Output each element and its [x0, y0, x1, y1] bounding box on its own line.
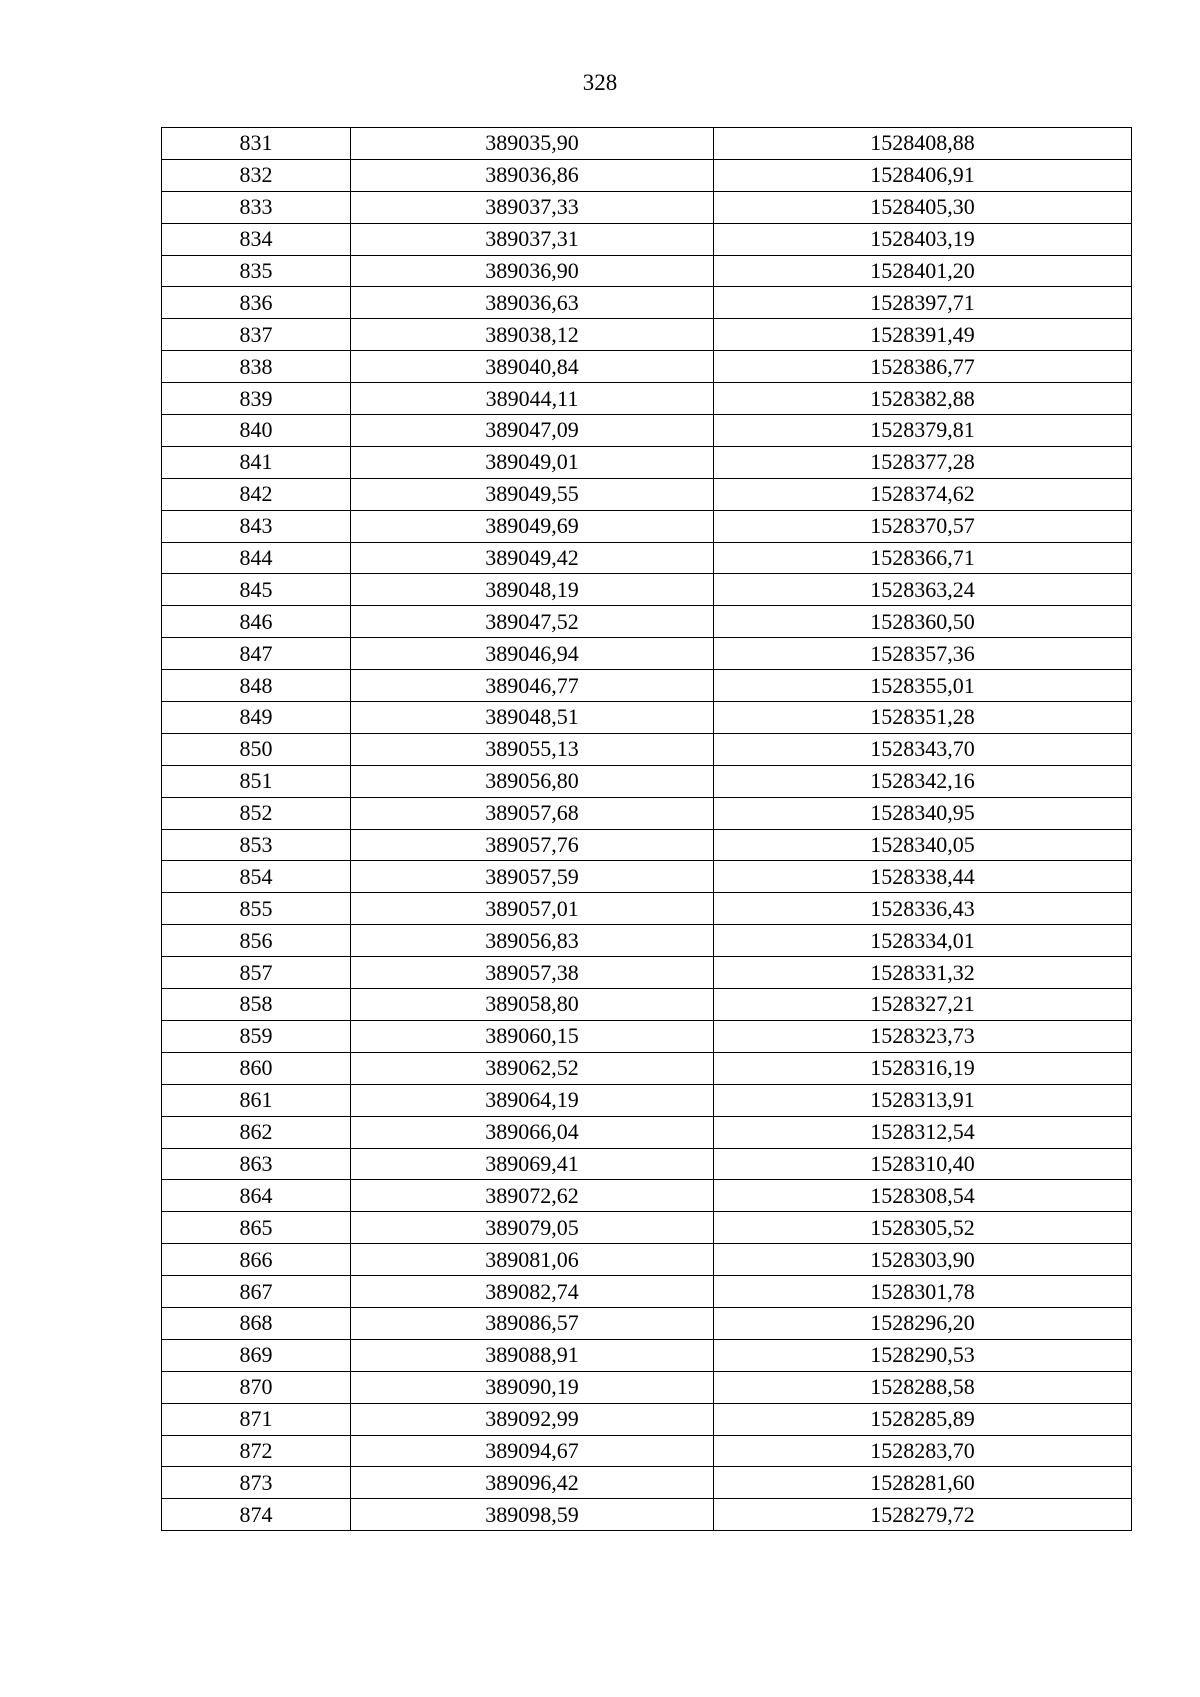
x-coordinate-cell: 389046,77: [351, 670, 714, 702]
x-coordinate-cell: 389047,52: [351, 606, 714, 638]
point-number-cell: 850: [162, 733, 351, 765]
table-row: [162, 829, 1132, 861]
point-number-cell: 835: [162, 255, 351, 287]
point-number-cell: 852: [162, 797, 351, 829]
point-number-cell: 866: [162, 1244, 351, 1276]
y-coordinate-cell: 1528374,62: [714, 478, 1132, 510]
point-number-cell: 870: [162, 1371, 351, 1403]
y-coordinate-cell: 1528279,72: [714, 1499, 1132, 1531]
table-row: [162, 383, 1132, 415]
table-row: [162, 1244, 1132, 1276]
point-number-cell: 836: [162, 287, 351, 319]
y-coordinate-cell: 1528312,54: [714, 1116, 1132, 1148]
x-coordinate-cell: 389058,80: [351, 989, 714, 1021]
table-row: [162, 861, 1132, 893]
y-coordinate-cell: 1528334,01: [714, 925, 1132, 957]
y-coordinate-cell: 1528370,57: [714, 510, 1132, 542]
y-coordinate-cell: 1528377,28: [714, 446, 1132, 478]
point-number-cell: 848: [162, 670, 351, 702]
y-coordinate-cell: 1528338,44: [714, 861, 1132, 893]
x-coordinate-cell: 389086,57: [351, 1307, 714, 1339]
table-row: [162, 159, 1132, 191]
y-coordinate-cell: 1528305,52: [714, 1212, 1132, 1244]
y-coordinate-cell: 1528285,89: [714, 1403, 1132, 1435]
point-number-cell: 871: [162, 1403, 351, 1435]
point-number-cell: 865: [162, 1212, 351, 1244]
x-coordinate-cell: 389082,74: [351, 1276, 714, 1308]
x-coordinate-cell: 389038,12: [351, 319, 714, 351]
table-row: [162, 446, 1132, 478]
table-row: [162, 1339, 1132, 1371]
x-coordinate-cell: 389048,19: [351, 574, 714, 606]
y-coordinate-cell: 1528313,91: [714, 1084, 1132, 1116]
y-coordinate-cell: 1528391,49: [714, 319, 1132, 351]
y-coordinate-cell: 1528340,05: [714, 829, 1132, 861]
x-coordinate-cell: 389049,42: [351, 542, 714, 574]
point-number-cell: 841: [162, 446, 351, 478]
table-row: [162, 542, 1132, 574]
point-number-cell: 874: [162, 1499, 351, 1531]
point-number-cell: 837: [162, 319, 351, 351]
table-row: [162, 1307, 1132, 1339]
x-coordinate-cell: 389092,99: [351, 1403, 714, 1435]
point-number-cell: 851: [162, 765, 351, 797]
table-row: [162, 191, 1132, 223]
point-number-cell: 861: [162, 1084, 351, 1116]
x-coordinate-cell: 389088,91: [351, 1339, 714, 1371]
point-number-cell: 838: [162, 351, 351, 383]
table-row: [162, 733, 1132, 765]
point-number-cell: 859: [162, 1020, 351, 1052]
x-coordinate-cell: 389096,42: [351, 1467, 714, 1499]
table-row: [162, 925, 1132, 957]
point-number-cell: 869: [162, 1339, 351, 1371]
table-row: [162, 1403, 1132, 1435]
y-coordinate-cell: 1528336,43: [714, 893, 1132, 925]
point-number-cell: 872: [162, 1435, 351, 1467]
y-coordinate-cell: 1528379,81: [714, 415, 1132, 447]
x-coordinate-cell: 389047,09: [351, 415, 714, 447]
y-coordinate-cell: 1528366,71: [714, 542, 1132, 574]
table-row: [162, 287, 1132, 319]
point-number-cell: 847: [162, 638, 351, 670]
y-coordinate-cell: 1528408,88: [714, 128, 1132, 160]
x-coordinate-cell: 389048,51: [351, 702, 714, 734]
y-coordinate-cell: 1528386,77: [714, 351, 1132, 383]
point-number-cell: 867: [162, 1276, 351, 1308]
point-number-cell: 864: [162, 1180, 351, 1212]
point-number-cell: 855: [162, 893, 351, 925]
y-coordinate-cell: 1528405,30: [714, 191, 1132, 223]
point-number-cell: 862: [162, 1116, 351, 1148]
y-coordinate-cell: 1528323,73: [714, 1020, 1132, 1052]
x-coordinate-cell: 389066,04: [351, 1116, 714, 1148]
coordinates-table-body: [162, 128, 1132, 1531]
point-number-cell: 833: [162, 191, 351, 223]
x-coordinate-cell: 389036,63: [351, 287, 714, 319]
y-coordinate-cell: 1528342,16: [714, 765, 1132, 797]
x-coordinate-cell: 389057,68: [351, 797, 714, 829]
table-row: [162, 574, 1132, 606]
point-number-cell: 831: [162, 128, 351, 160]
coordinates-table: [161, 127, 1132, 1531]
x-coordinate-cell: 389036,90: [351, 255, 714, 287]
x-coordinate-cell: 389094,67: [351, 1435, 714, 1467]
table-row: [162, 702, 1132, 734]
point-number-cell: 873: [162, 1467, 351, 1499]
x-coordinate-cell: 389090,19: [351, 1371, 714, 1403]
table-row: [162, 1212, 1132, 1244]
y-coordinate-cell: 1528406,91: [714, 159, 1132, 191]
x-coordinate-cell: 389037,31: [351, 223, 714, 255]
point-number-cell: 840: [162, 415, 351, 447]
table-row: [162, 223, 1132, 255]
table-row: [162, 606, 1132, 638]
y-coordinate-cell: 1528301,78: [714, 1276, 1132, 1308]
x-coordinate-cell: 389044,11: [351, 383, 714, 415]
x-coordinate-cell: 389079,05: [351, 1212, 714, 1244]
table-row: [162, 1052, 1132, 1084]
y-coordinate-cell: 1528360,50: [714, 606, 1132, 638]
table-row: [162, 1084, 1132, 1116]
x-coordinate-cell: 389098,59: [351, 1499, 714, 1531]
point-number-cell: 853: [162, 829, 351, 861]
table-row: [162, 510, 1132, 542]
x-coordinate-cell: 389072,62: [351, 1180, 714, 1212]
table-row: [162, 1020, 1132, 1052]
table-row: [162, 797, 1132, 829]
y-coordinate-cell: 1528357,36: [714, 638, 1132, 670]
table-row: [162, 415, 1132, 447]
point-number-cell: 854: [162, 861, 351, 893]
point-number-cell: 856: [162, 925, 351, 957]
table-row: [162, 255, 1132, 287]
table-row: [162, 1180, 1132, 1212]
y-coordinate-cell: 1528281,60: [714, 1467, 1132, 1499]
table-row: [162, 957, 1132, 989]
x-coordinate-cell: 389055,13: [351, 733, 714, 765]
x-coordinate-cell: 389037,33: [351, 191, 714, 223]
table-row: [162, 1116, 1132, 1148]
y-coordinate-cell: 1528283,70: [714, 1435, 1132, 1467]
point-number-cell: 832: [162, 159, 351, 191]
y-coordinate-cell: 1528316,19: [714, 1052, 1132, 1084]
x-coordinate-cell: 389060,15: [351, 1020, 714, 1052]
x-coordinate-cell: 389056,80: [351, 765, 714, 797]
point-number-cell: 858: [162, 989, 351, 1021]
y-coordinate-cell: 1528351,28: [714, 702, 1132, 734]
y-coordinate-cell: 1528310,40: [714, 1148, 1132, 1180]
point-number-cell: 863: [162, 1148, 351, 1180]
table-row: [162, 1148, 1132, 1180]
table-row: [162, 351, 1132, 383]
x-coordinate-cell: 389064,19: [351, 1084, 714, 1116]
y-coordinate-cell: 1528331,32: [714, 957, 1132, 989]
x-coordinate-cell: 389035,90: [351, 128, 714, 160]
table-row: [162, 893, 1132, 925]
y-coordinate-cell: 1528296,20: [714, 1307, 1132, 1339]
y-coordinate-cell: 1528397,71: [714, 287, 1132, 319]
x-coordinate-cell: 389057,59: [351, 861, 714, 893]
table-row: [162, 128, 1132, 160]
x-coordinate-cell: 389057,01: [351, 893, 714, 925]
table-row: [162, 1435, 1132, 1467]
y-coordinate-cell: 1528340,95: [714, 797, 1132, 829]
x-coordinate-cell: 389056,83: [351, 925, 714, 957]
x-coordinate-cell: 389057,38: [351, 957, 714, 989]
table-row: [162, 1371, 1132, 1403]
table-row: [162, 1499, 1132, 1531]
y-coordinate-cell: 1528363,24: [714, 574, 1132, 606]
page-number: 328: [582, 70, 618, 95]
y-coordinate-cell: 1528343,70: [714, 733, 1132, 765]
x-coordinate-cell: 389049,01: [351, 446, 714, 478]
table-row: [162, 478, 1132, 510]
x-coordinate-cell: 389081,06: [351, 1244, 714, 1276]
x-coordinate-cell: 389036,86: [351, 159, 714, 191]
table-row: [162, 638, 1132, 670]
y-coordinate-cell: 1528288,58: [714, 1371, 1132, 1403]
y-coordinate-cell: 1528382,88: [714, 383, 1132, 415]
x-coordinate-cell: 389062,52: [351, 1052, 714, 1084]
point-number-cell: 842: [162, 478, 351, 510]
point-number-cell: 868: [162, 1307, 351, 1339]
x-coordinate-cell: 389057,76: [351, 829, 714, 861]
point-number-cell: 860: [162, 1052, 351, 1084]
y-coordinate-cell: 1528290,53: [714, 1339, 1132, 1371]
table-row: [162, 765, 1132, 797]
point-number-cell: 844: [162, 542, 351, 574]
y-coordinate-cell: 1528327,21: [714, 989, 1132, 1021]
point-number-cell: 845: [162, 574, 351, 606]
point-number-cell: 846: [162, 606, 351, 638]
table-row: [162, 670, 1132, 702]
table-row: [162, 319, 1132, 351]
x-coordinate-cell: 389046,94: [351, 638, 714, 670]
x-coordinate-cell: 389049,69: [351, 510, 714, 542]
point-number-cell: 857: [162, 957, 351, 989]
y-coordinate-cell: 1528355,01: [714, 670, 1132, 702]
y-coordinate-cell: 1528403,19: [714, 223, 1132, 255]
x-coordinate-cell: 389069,41: [351, 1148, 714, 1180]
x-coordinate-cell: 389049,55: [351, 478, 714, 510]
y-coordinate-cell: 1528308,54: [714, 1180, 1132, 1212]
table-row: [162, 989, 1132, 1021]
point-number-cell: 843: [162, 510, 351, 542]
point-number-cell: 839: [162, 383, 351, 415]
y-coordinate-cell: 1528401,20: [714, 255, 1132, 287]
table-row: [162, 1467, 1132, 1499]
point-number-cell: 849: [162, 702, 351, 734]
point-number-cell: 834: [162, 223, 351, 255]
table-row: [162, 1276, 1132, 1308]
y-coordinate-cell: 1528303,90: [714, 1244, 1132, 1276]
x-coordinate-cell: 389040,84: [351, 351, 714, 383]
